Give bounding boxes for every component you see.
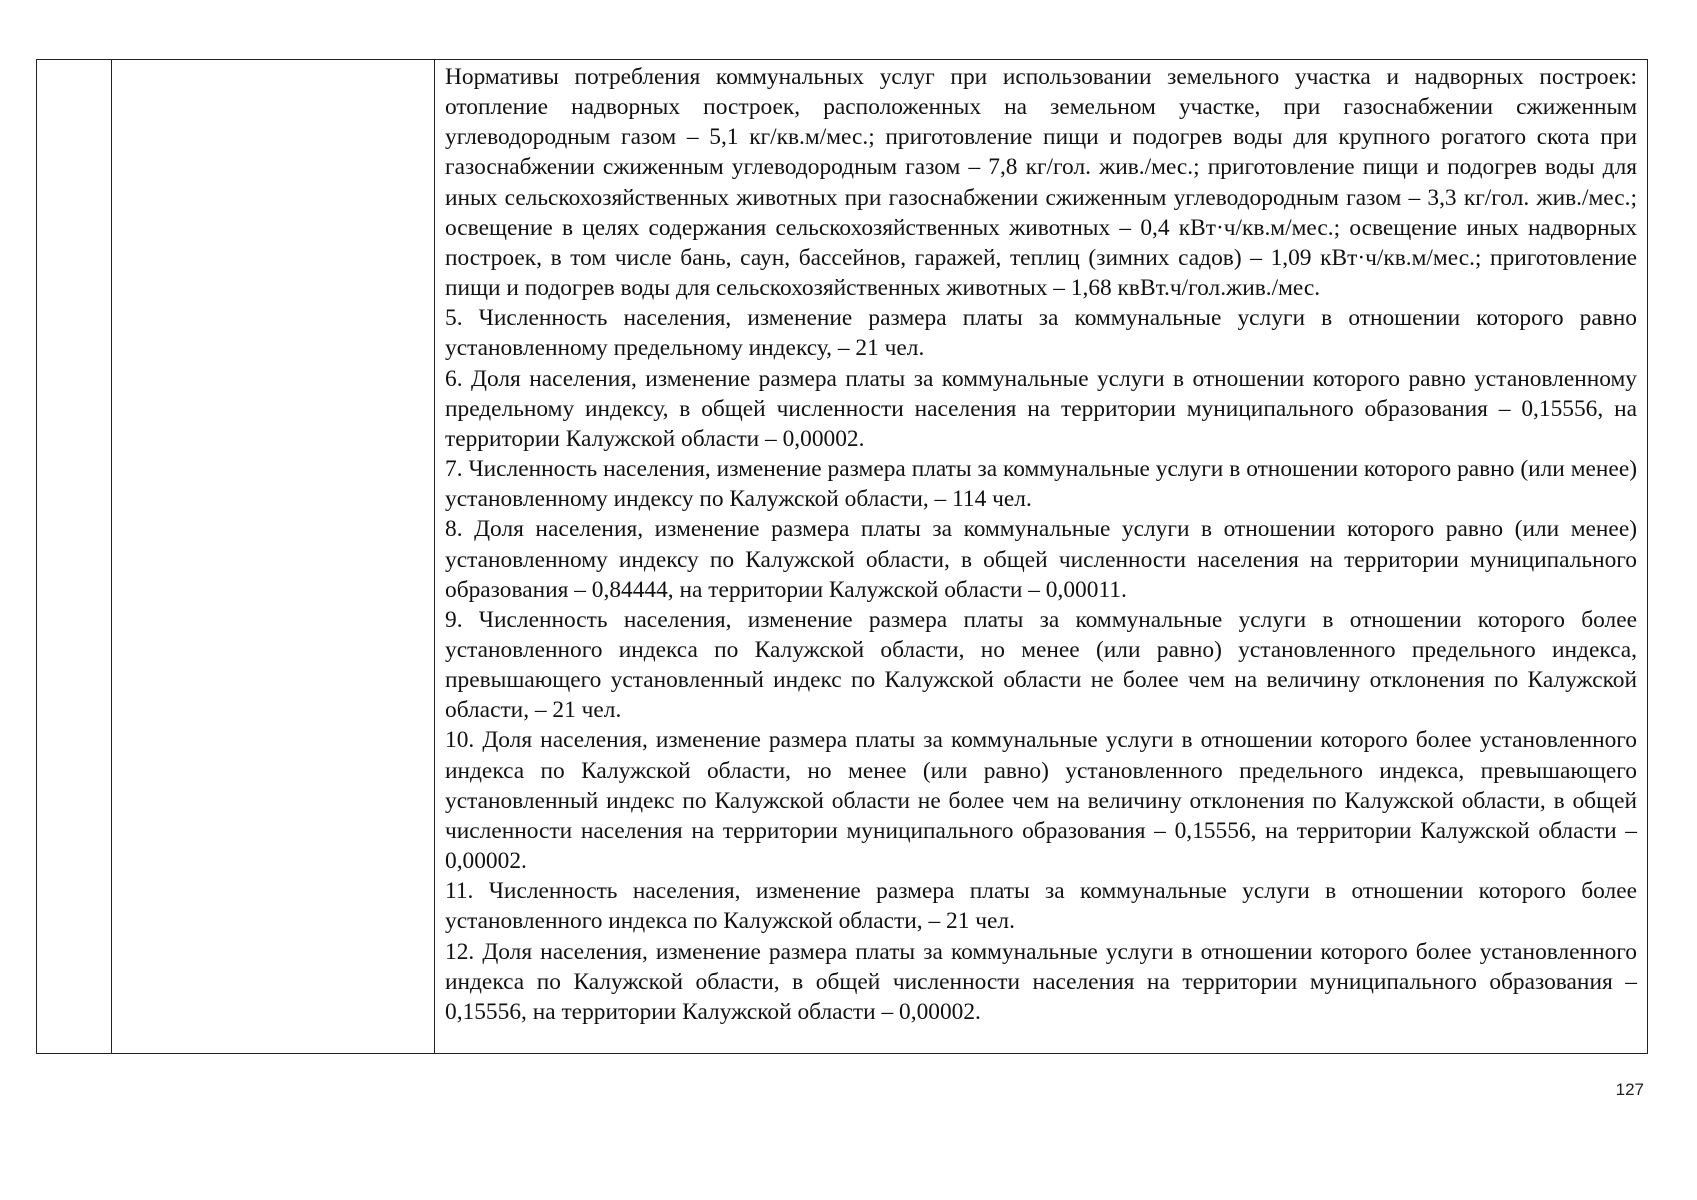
- paragraph-item-10: 10. Доля населения, изменение размера платы за коммунальные услуги в отношении которого более установленного индекса по Калужской области, но менее (или равно) установленного предельного индекса, превышающего установленный индекс по Калужской области не более чем на величину отклонения по Калужской области, в общей численности населения на территории муниципального образования – 0,15556, на территории Калужской области – 0,00002.: [445, 727, 1637, 875]
- paragraph-item-8: 8. Доля населения, изменение размера платы за коммунальные услуги в отношении которого равно (или менее) установленному индексу по Калужской области, в общей численности населения на территории муниципального образования – 0,84444, на территории Калужской области – 0,00011.: [445, 516, 1637, 603]
- paragraph-item-12: 12. Доля населения, изменение размера платы за коммунальные услуги в отношении которого более установленного индекса по Калужской области, в общей численности населения на территории муниципального образования – 0,15556, на территории Калужской области – 0,00002.: [445, 938, 1637, 1025]
- paragraph-item-9: 9. Численность населения, изменение размера платы за коммунальные услуги в отношении которого более установленного индекса по Калужской области, но менее (или равно) установленного предельного индекса, превышающего установленный индекс по Калужской области не более чем на величину отклонения по Калужской области, – 21 чел.: [445, 606, 1637, 724]
- paragraph-item-5: 5. Численность населения, изменение размера платы за коммунальные услуги в отношении которого равно установленному предельному индексу, – 21 чел.: [445, 305, 1637, 362]
- document-table: [36, 59, 1648, 1054]
- table-cell-title: [112, 60, 435, 1054]
- paragraph-item-6: 6. Доля населения, изменение размера платы за коммунальные услуги в отношении которого равно установленному предельному индексу, в общей численности населения на территории муниципального образования – 0,15556, на территории Калужской области – 0,00002.: [445, 365, 1637, 452]
- table-cell-content: [435, 60, 1648, 1054]
- page-number: 127: [1615, 1080, 1644, 1099]
- table-cell-number: [37, 60, 112, 1054]
- paragraph-norms: Нормативы потребления коммунальных услуг при использовании земельного участка и надворных построек: отопление надворных построек, расположенных на земельном участке, при газоснабжении сжиженным углеводородным газом – 5,1 кг/кв.м/мес.; приготовление пищи и подогрев воды для крупного рогатого скота при газоснабжении сжиженным углеводородным газом – 7,8 кг/гол. жив./мес.; приготовление пищи и подогрев воды для иных сельскохозяйственных животных при газоснабжении сжиженным углеводородным газом – 3,3 кг/гол. жив./мес.; освещение в целях содержания сельскохозяйственных животных – 0,4 кВт·ч/кв.м/мес.; освещение иных надворных построек, в том числе бань, саун, бассейнов, гаражей, теплиц (зимних садов) – 1,09 кВт·ч/кв.м/мес.; приготовление пищи и подогрев воды для сельскохозяйственных животных – 1,68 квВт.ч/гол.жив./мес.: [445, 64, 1637, 302]
- paragraph-item-7: 7. Численность населения, изменение размера платы за коммунальные услуги в отношении которого равно (или менее) установленному индексу по Калужской области, – 114 чел.: [445, 456, 1637, 513]
- paragraph-item-11: 11. Численность населения, изменение размера платы за коммунальные услуги в отношении которого более установленного индекса по Калужской области, – 21 чел.: [445, 878, 1637, 935]
- content-text: [435, 60, 1647, 1027]
- table-row: [37, 60, 1648, 1054]
